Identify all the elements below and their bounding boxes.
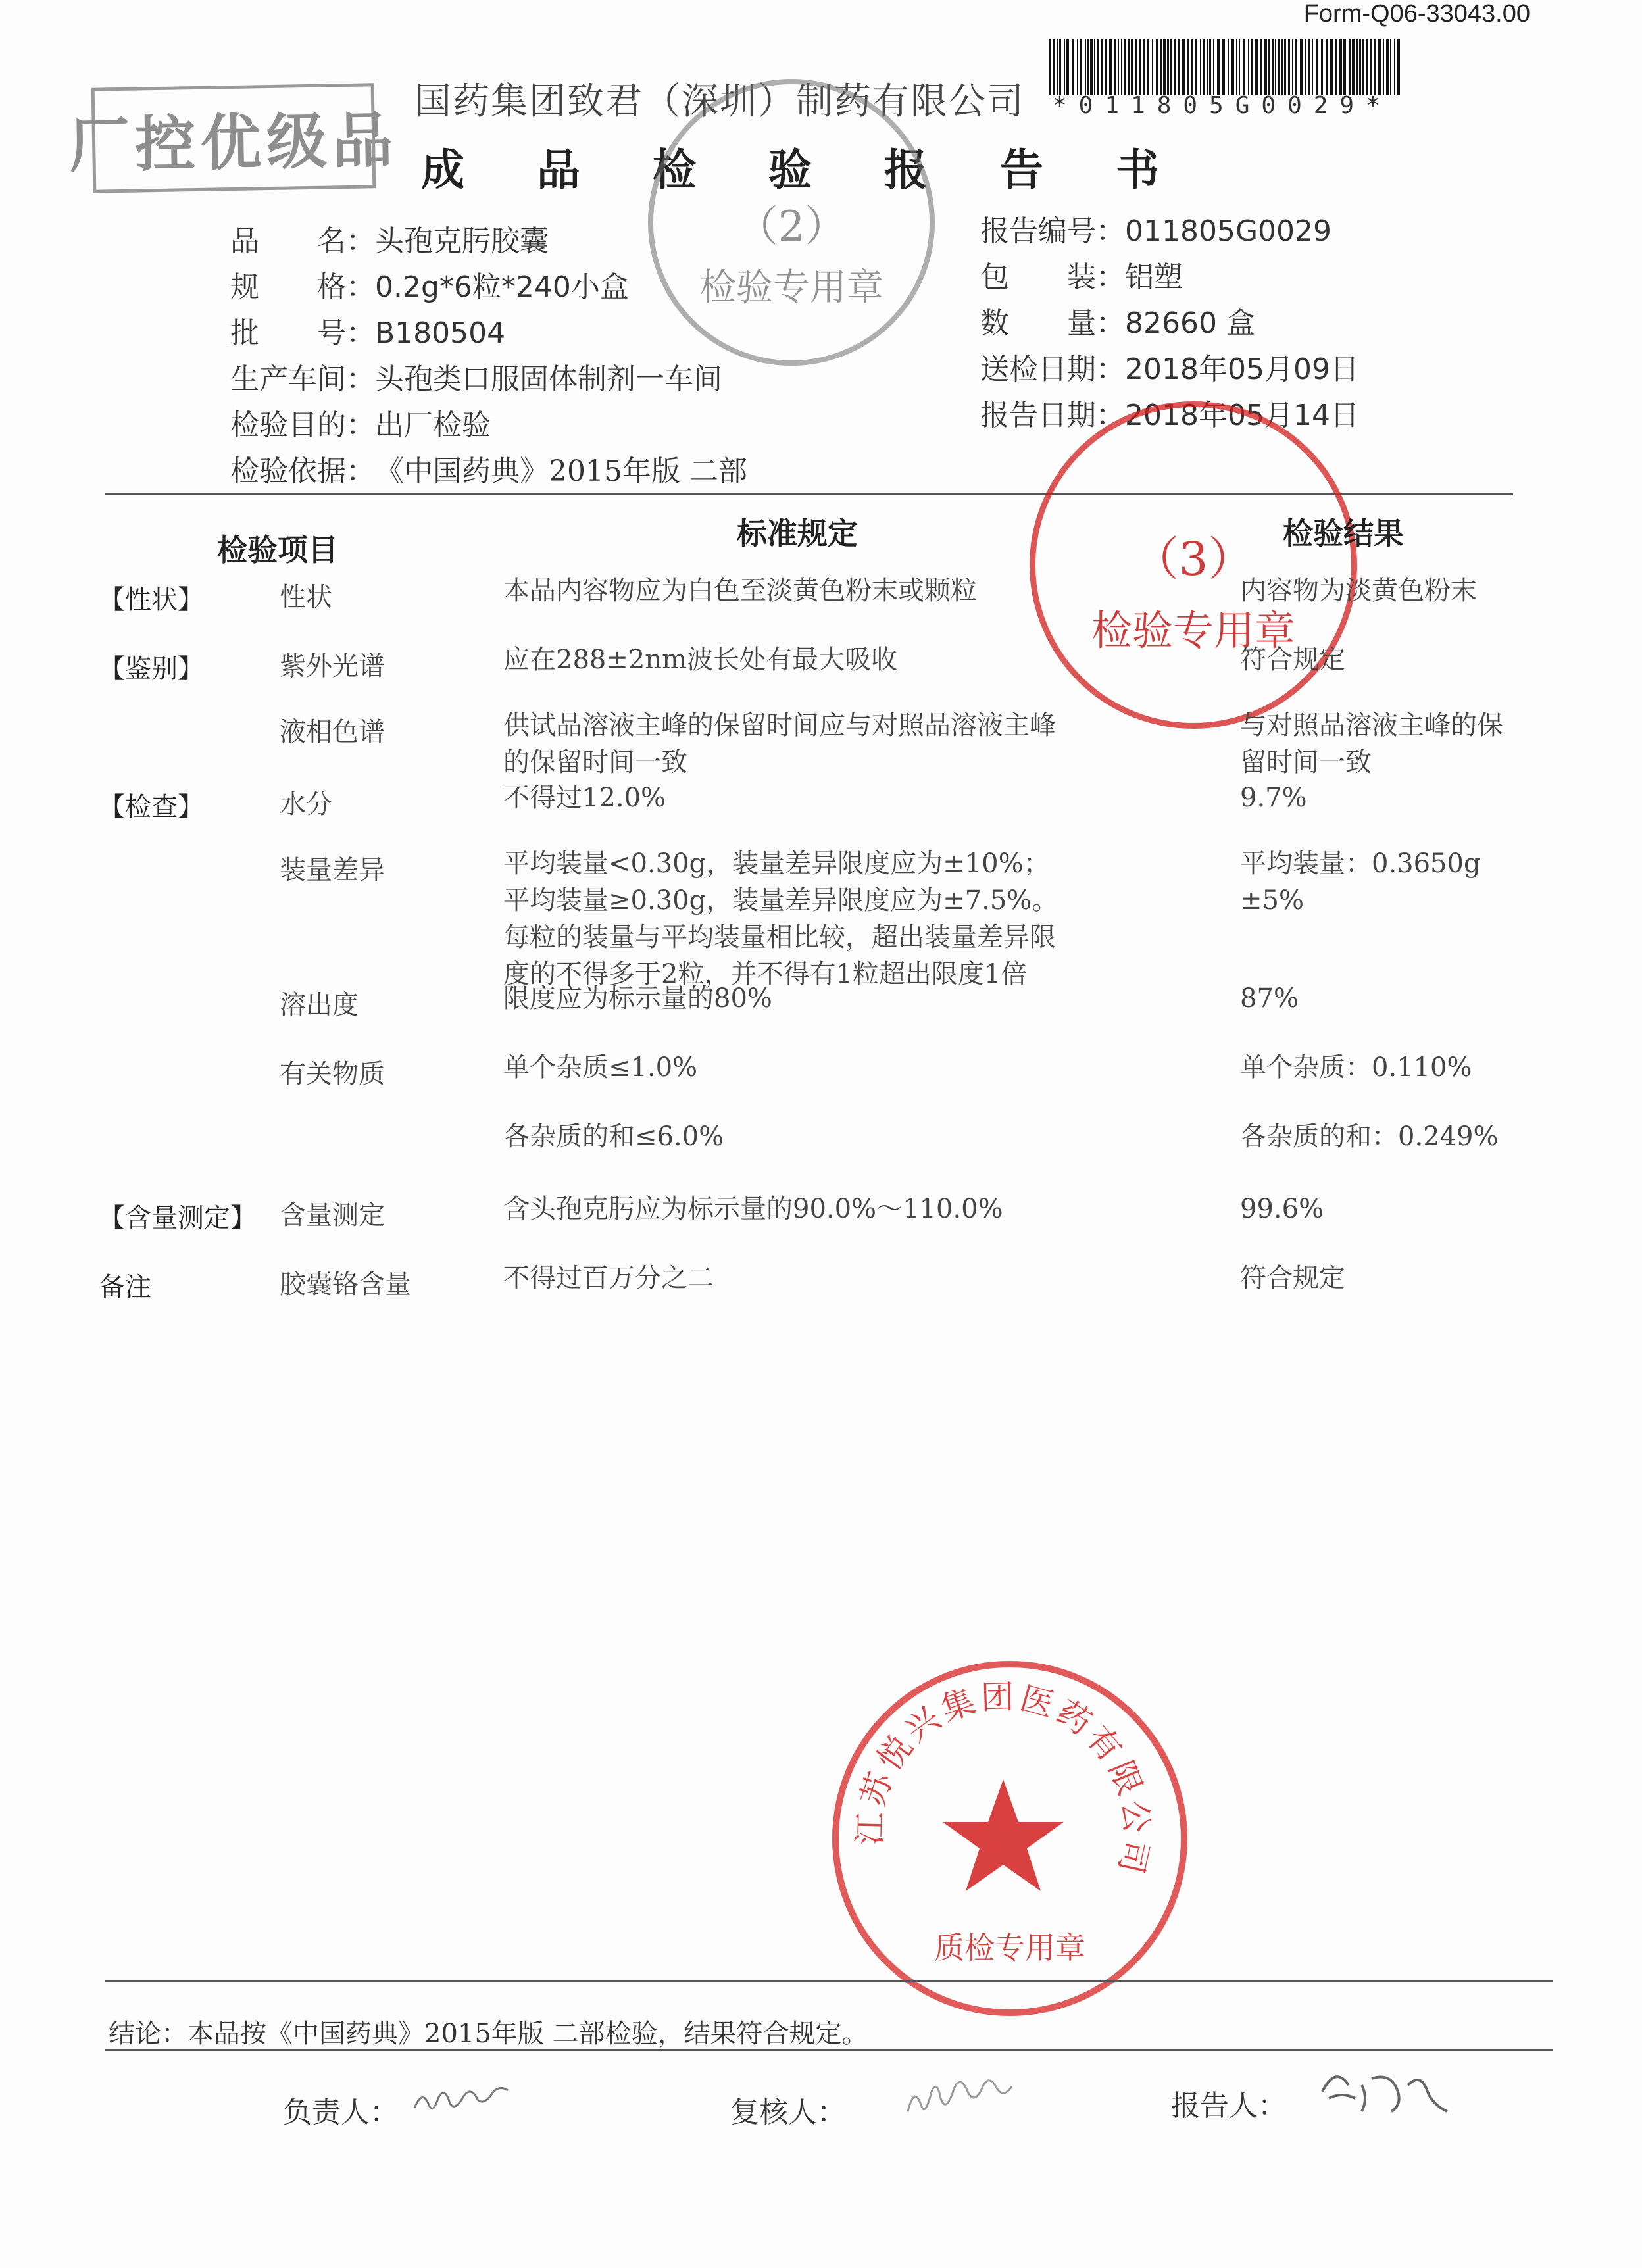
field-packaging (980, 253, 1183, 295)
barcode-bar (1087, 39, 1089, 95)
field-label: 报告编号： (980, 214, 1125, 248)
field-batch-no (230, 309, 505, 351)
barcode-bar (1243, 39, 1245, 95)
field-value: 《中国药典》2015年版 二部 (375, 455, 747, 488)
stamp-label: 检验专用章 (1091, 606, 1295, 654)
field-label: 检验目的： (230, 408, 375, 442)
row-item: 水分 (280, 789, 332, 820)
field-label: 规 格： (230, 270, 375, 304)
barcode-bar (1178, 39, 1180, 95)
row-standard-line: 的保留时间一致 (503, 747, 687, 777)
barcode-bar (1295, 39, 1297, 95)
row-standard-line: 各杂质的和≤6.0% (503, 1122, 724, 1152)
barcode-bar (1281, 39, 1283, 95)
field-value: 铝塑 (1125, 260, 1183, 294)
field-label: 包 装： (980, 260, 1125, 294)
barcode-bar (1386, 39, 1389, 95)
row-standard-line: 平均装量≥0.30g，装量差异限度应为±7.5%。 (503, 885, 1058, 916)
row-standard-line: 供试品溶液主峰的保留时间应与对照品溶液主峰 (503, 710, 1056, 741)
reporter-signature (1309, 2059, 1460, 2125)
barcode-bar (1356, 39, 1358, 95)
barcode-bar (1260, 39, 1262, 95)
barcode-bar (1131, 39, 1133, 95)
barcode-bar (1366, 39, 1368, 95)
barcode-bar (1292, 39, 1293, 95)
barcode-bar (1174, 39, 1176, 95)
field-workshop (230, 355, 722, 397)
barcode-bar (1105, 39, 1107, 95)
barcode-bar (1394, 39, 1395, 95)
field-value: 头孢克肟胶囊 (375, 224, 549, 258)
row-item: 溶出度 (280, 990, 359, 1020)
barcode-bar (1101, 39, 1103, 95)
row-category: 备注 (99, 1272, 151, 1302)
row-item: 有关物质 (280, 1059, 385, 1089)
barcode-bar (1182, 39, 1185, 95)
row-standard-line: 不得过12.0% (503, 783, 666, 813)
barcode-bar (1053, 39, 1055, 95)
field-value: 2018年05月09日 (1125, 353, 1359, 386)
barcode-bar (1057, 39, 1058, 95)
barcode-bar (1097, 39, 1099, 95)
row-item: 紫外光谱 (280, 651, 385, 681)
barcode-bar (1124, 39, 1126, 95)
header-item: 检验项目 (217, 532, 338, 568)
qc-ring-text: 江苏悦兴集团医药有限公司 (851, 1677, 1157, 1881)
row-standard-line: 不得过百万分之二 (503, 1263, 714, 1293)
row-item: 性状 (280, 582, 332, 612)
barcode-bar (1118, 39, 1119, 95)
barcode-bar (1200, 39, 1201, 95)
field-value: 头孢类口服固体制剂一车间 (375, 362, 722, 396)
field-label: 批 号： (230, 316, 375, 350)
barcode-bar (1326, 39, 1328, 95)
field-label: 检验依据： (230, 455, 375, 488)
field-label: 送检日期： (980, 353, 1125, 386)
divider-conclusion-bottom (105, 2049, 1553, 2051)
barcode-bar (1236, 39, 1237, 95)
barcode-bar (1195, 39, 1197, 95)
barcode-bar (1167, 39, 1169, 95)
barcode-bar (1390, 39, 1391, 95)
stamp-number: （2） (735, 203, 847, 251)
barcode-bar (1349, 39, 1351, 95)
barcode-bar (1251, 39, 1253, 95)
barcode-bar (1085, 39, 1086, 95)
responsible-label: 负责人： (283, 2096, 399, 2129)
field-label: 生产车间： (230, 362, 375, 396)
barcode (1049, 39, 1523, 95)
row-item: 装量差异 (280, 855, 385, 885)
barcode-bar (1135, 39, 1137, 95)
barcode-bar (1143, 39, 1145, 95)
barcode-bar (1114, 39, 1116, 95)
barcode-bar (1090, 39, 1093, 95)
header-standard: 标准规定 (737, 516, 858, 551)
barcode-bar (1187, 39, 1189, 95)
row-result-line: 87% (1240, 983, 1299, 1014)
inspection-stamp-2 (648, 79, 935, 366)
star-icon (943, 1779, 1064, 1891)
conclusion: 结论：本品按《中国药典》2015年版 二部检验，结果符合规定。 (109, 2019, 868, 2049)
row-item: 液相色谱 (280, 717, 385, 747)
header-result: 检验结果 (1283, 516, 1404, 551)
row-item: 含量测定 (280, 1200, 385, 1231)
row-item: 胶囊铬含量 (280, 1270, 411, 1300)
row-standard-line: 含头孢克肟应为标示量的90.0%～110.0% (503, 1194, 1003, 1224)
barcode-bar (1080, 39, 1082, 95)
barcode-bar (1228, 39, 1229, 95)
row-result-line: 9.7% (1240, 783, 1307, 813)
row-standard-line: 限度应为标示量的80% (503, 983, 772, 1014)
row-standard-line: 度的不得多于2粒，并不得有1粒超出限度1倍 (503, 959, 1028, 989)
stamp-number: （3） (1132, 532, 1255, 586)
row-category: 【鉴别】 (99, 654, 204, 684)
row-result-line: 99.6% (1240, 1194, 1324, 1224)
row-standard-line: 每粒的装量与平均装量相比较，超出装量差异限 (503, 922, 1056, 952)
barcode-bar (1255, 39, 1258, 95)
inspection-stamp-3 (1030, 401, 1357, 729)
barcode-bar (1321, 39, 1323, 95)
row-result-line: 与对照品溶液主峰的保 (1240, 710, 1503, 741)
barcode-bar (1275, 39, 1276, 95)
field-label: 报告日期： (980, 399, 1125, 432)
barcode-bar (1300, 39, 1303, 95)
field-value: 0.2g*6粒*240小盒 (375, 270, 629, 304)
row-result-line: ±5% (1240, 885, 1304, 916)
row-category: 【检查】 (99, 792, 204, 822)
row-result-line: 符合规定 (1240, 645, 1345, 675)
barcode-bar (1170, 39, 1172, 95)
qc-stamp-label: 质检专用章 (934, 1930, 1085, 1965)
barcode-bar (1308, 39, 1310, 95)
barcode-bar (1121, 39, 1122, 95)
barcode-bar (1207, 39, 1208, 95)
field-basis (230, 447, 747, 489)
field-label: 品 名： (230, 224, 375, 258)
barcode-bar (1147, 39, 1149, 95)
barcode-bar (1160, 39, 1162, 95)
field-spec (230, 263, 629, 305)
field-value: 出厂检验 (375, 408, 491, 442)
company-name: 国药集团致君（深圳）制药有限公司 (414, 80, 1025, 123)
row-result-line: 单个杂质：0.110% (1240, 1052, 1472, 1083)
barcode-bar (1248, 39, 1249, 95)
document-title: 成品检验报告书 (421, 144, 1232, 195)
qc-stamp (832, 1661, 1187, 2016)
row-standard-line: 本品内容物应为白色至淡黄色粉末或颗粒 (503, 576, 977, 606)
barcode-bar (1139, 39, 1141, 95)
row-standard-line: 单个杂质≤1.0% (503, 1052, 698, 1083)
barcode-bar (1232, 39, 1234, 95)
row-category: 【性状】 (99, 585, 204, 615)
field-quantity (980, 299, 1255, 341)
factory-grade-stamp: 厂控优级品 (91, 83, 376, 193)
barcode-bar (1072, 39, 1074, 95)
reviewer-label: 复核人： (730, 2096, 846, 2129)
row-result-line: 内容物为淡黄色粉末 (1240, 576, 1477, 606)
row-result-line: 符合规定 (1240, 1263, 1345, 1293)
barcode-bar (1330, 39, 1333, 95)
field-purpose (230, 401, 491, 443)
row-result-line: 平均装量：0.3650g (1240, 849, 1481, 879)
barcode-bar (1305, 39, 1306, 95)
stamp-label: 检验专用章 (699, 266, 883, 309)
field-report-no (980, 207, 1331, 249)
barcode-bar (1217, 39, 1220, 95)
barcode-bar (1209, 39, 1211, 95)
barcode-bar (1362, 39, 1364, 95)
field-label: 数 量： (980, 307, 1125, 340)
barcode-bar (1059, 39, 1061, 95)
barcode-bar (1152, 39, 1153, 95)
barcode-bar (1268, 39, 1270, 95)
barcode-bar (1343, 39, 1346, 95)
responsible-signature (408, 2079, 526, 2125)
barcode-bar (1077, 39, 1078, 95)
row-result-line: 留时间一致 (1240, 747, 1372, 777)
barcode-bar (1191, 39, 1193, 95)
barcode-bar (1339, 39, 1342, 95)
barcode-bar (1284, 39, 1286, 95)
barcode-bar (1163, 39, 1166, 95)
barcode-number: *011805G0029* (1053, 92, 1392, 119)
barcode-bar (1383, 39, 1384, 95)
barcode-bar (1222, 39, 1225, 95)
barcode-bar (1213, 39, 1214, 95)
barcode-bar (1352, 39, 1355, 95)
barcode-bar (1049, 39, 1051, 95)
barcode-bar (1370, 39, 1372, 95)
barcode-bar (1359, 39, 1361, 95)
field-value: 2018年05月14日 (1125, 399, 1359, 432)
reporter-label: 报告人： (1171, 2089, 1287, 2123)
barcode-bar (1397, 39, 1400, 95)
barcode-bar (1064, 39, 1065, 95)
barcode-bar (1288, 39, 1290, 95)
field-value: B180504 (375, 316, 506, 350)
barcode-bar (1094, 39, 1095, 95)
barcode-bar (1374, 39, 1376, 95)
barcode-bar (1316, 39, 1318, 95)
barcode-bar (1156, 39, 1158, 95)
field-value: 82660 盒 (1125, 307, 1255, 340)
barcode-bar (1272, 39, 1274, 95)
field-product-name (230, 217, 549, 259)
barcode-bar (1264, 39, 1267, 95)
field-submit-date (980, 345, 1359, 387)
barcode-bar (1239, 39, 1240, 95)
form-number: Form-Q06-33043.00 (1303, 0, 1530, 28)
barcode-bar (1335, 39, 1337, 95)
barcode-bar (1203, 39, 1205, 95)
barcode-bar (1128, 39, 1130, 95)
barcode-bar (1378, 39, 1381, 95)
divider-conclusion-top (105, 1980, 1553, 1982)
row-standard-line: 应在288±2nm波长处有最大吸收 (503, 645, 898, 675)
barcode-bar (1066, 39, 1069, 95)
barcode-bar (1109, 39, 1112, 95)
row-standard-line: 平均装量<0.30g，装量差异限度应为±10%； (503, 849, 1050, 879)
field-value: 011805G0029 (1125, 214, 1332, 248)
row-result-line: 各杂质的和：0.249% (1240, 1122, 1499, 1152)
row-category: 【含量测定】 (99, 1203, 257, 1233)
reviewer-signature (901, 2072, 1033, 2131)
barcode-bar (1312, 39, 1313, 95)
barcode-bar (1278, 39, 1280, 95)
